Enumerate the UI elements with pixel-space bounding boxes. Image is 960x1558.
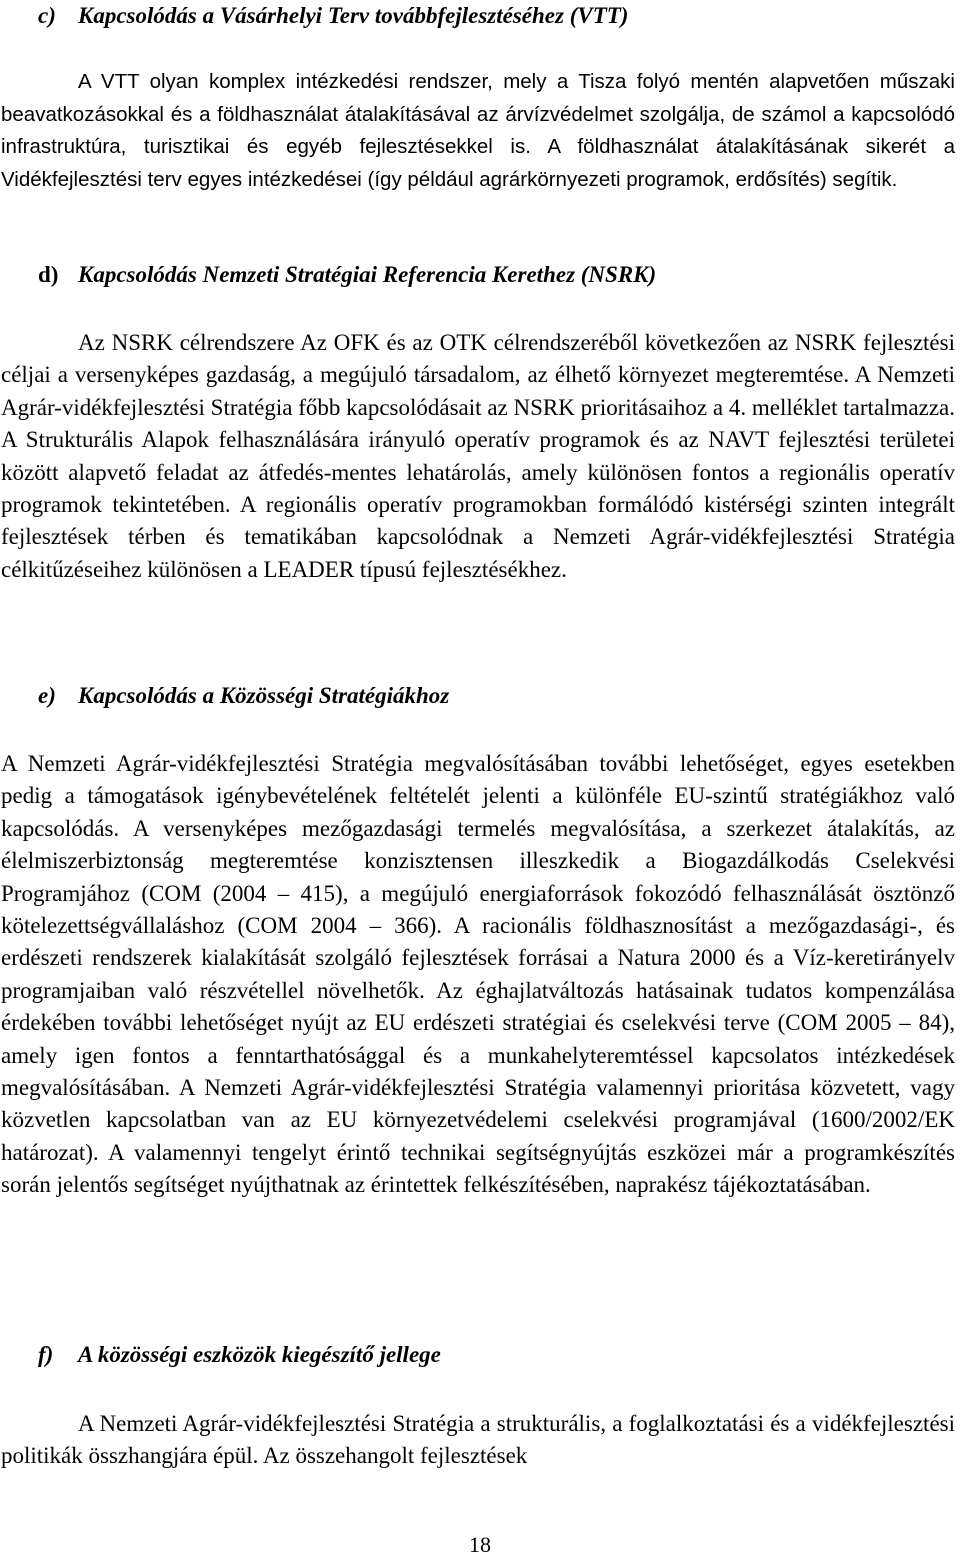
section-f-title: A közösségi eszközök kiegészítő jellege <box>78 1342 441 1367</box>
section-d-heading <box>38 261 656 289</box>
section-f-marker: f) <box>38 1342 54 1367</box>
section-d-title: Kapcsolódás Nemzeti Stratégiai Referencia Kerethez (NSRK) <box>78 262 657 287</box>
section-f-heading <box>38 1341 441 1369</box>
section-c-paragraph: A VTT olyan komplex intézkedési rendszer, mely a Tisza folyó mentén alapvetően műszaki beavatkozásokkal és a földhasználat átalakításával az árvízvédelmet szolgálja, de számol a kapcsolódó infrastruktúra, turisztikai és egyéb fejlesztésekkel is. A földhasználat átalakításának sikerét a Vidékfejlesztési terv egyes intézkedései (így például agrárkörnyezeti programok, erdősítés) segítik. <box>1 70 955 191</box>
section-d-marker: d) <box>38 262 59 287</box>
section-c-marker: c) <box>38 3 56 28</box>
page-number: 18 <box>469 1532 491 1557</box>
section-f-paragraph: A Nemzeti Agrár-vidékfejlesztési Stratégia a strukturális, a foglalkoztatási és a vidékfejlesztési politikák összhangjára épül. Az összehangolt fejlesztések <box>1 1411 955 1469</box>
section-d-paragraph: Az NSRK célrendszere Az OFK és az OTK célrendszeréből következően az NSRK fejlesztési céljai a versenyképes gazdaság, a megújuló társadalom, az élhető környezet megteremtése. A Nemzeti Agrár-vidékfejlesztési Stratégia főbb kapcsolódásait az NSRK prioritásaihoz a 4. melléklet tartalmazza. A Strukturális Alapok felhasználására irányuló operatív programok és az NAVT fejlesztési területei között alapvető feladat az átfedés-mentes lehatárolás, amely különösen fontos a regionális operatív programok tekintetében. A regionális operatív programokban formálódó kistérségi szinten integrált fejlesztések térben és tematikában kapcsolódnak a Nemzeti Agrár-vidékfejlesztési Stratégia célkitűzéseihez különösen a LEADER típusú fejlesztésékhez. <box>1 330 955 582</box>
section-c-heading <box>38 2 628 30</box>
section-e-title: Kapcsolódás a Közösségi Stratégiákhoz <box>78 683 450 708</box>
section-e-paragraph: A Nemzeti Agrár-vidékfejlesztési Stratégia megvalósításában további lehetőséget, egyes esetekben pedig a támogatások igénybevételének feltételét jelenti a különféle EU-szintű stratégiákhoz való kapcsolódás. A versenyképes mezőgazdasági termelés megvalósítása, a szerkezet átalakítás, az élelmiszerbiztonság megteremtése konzisztensen illeszkedik a Biogazdálkodás Cselekvési Programjához (COM (2004 – 415), a megújuló energiaforrások fokozódó felhasználását ösztönző kötelezettségvállaláshoz (COM 2004 – 366). A racionális földhasznosítást a mezőgazdasági-, és erdészeti rendszerek kialakítását szolgáló fejlesztések forrásai a Natura 2000 és a Víz-keretirányelv programjaiban való részvétellel növelhetők. Az éghajlatváltozás hatásainak tudatos kompenzálása érdekében további lehetőséget nyújt az EU erdészeti stratégiai és cselekvési terve (COM 2005 – 84), amely igen fontos a fenntarthatósággal és a munkahelyteremtéssel kapcsolatos intézkedések megvalósításában. A Nemzeti Agrár-vidékfejlesztési Stratégia valamennyi prioritása közvetett, vagy közvetlen kapcsolatban van az EU környezetvédelemi cselekvési programjával (1600/2002/EK határozat). A valamennyi tengelyt érintő technikai segítségnyújtás eszközei már a programkészítés során jelentős segítséget nyújthatnak az érintettek felkészítésében, naprakész tájékoztatásában. <box>1 751 955 1198</box>
section-c-title: Kapcsolódás a Vásárhelyi Terv továbbfejlesztéséhez (VTT) <box>78 3 629 28</box>
section-e-marker: e) <box>38 683 56 708</box>
section-e-heading <box>38 682 449 710</box>
